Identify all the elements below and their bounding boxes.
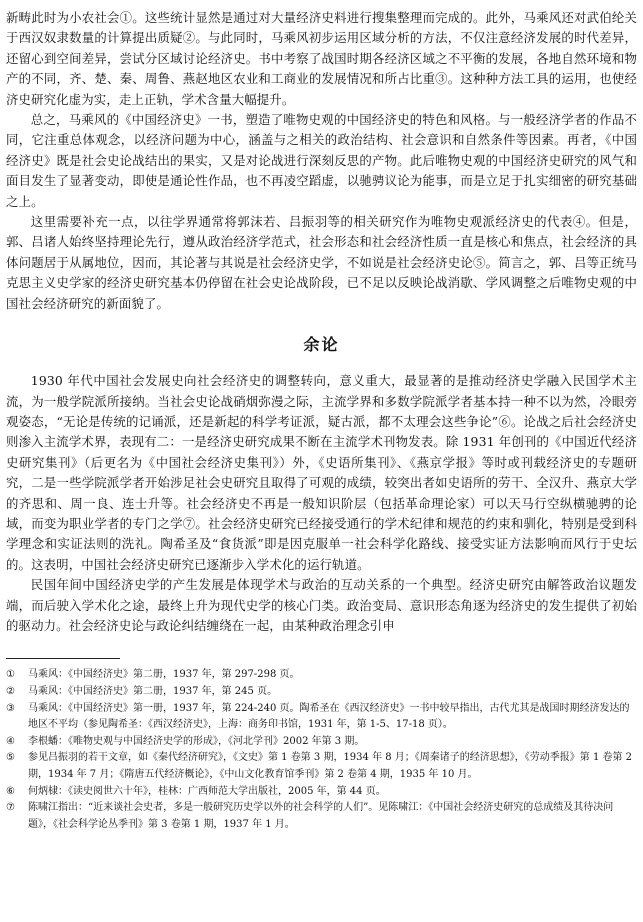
footnote-text: 马乘风：《中国经济史》第二册，1937 年，第 245 页。 [28, 685, 278, 697]
footnote [6, 734, 637, 751]
paragraph: 这里需要补充一点，以往学界通常将郭沫若、吕振羽等的相关研究作为唯物史观派经济史的代表④。但是，郭、吕诸人始终坚持理论先行，遵从政治经济学范式，社会形态和社会经济性质一直是核心和焦点，社会经济的具体问题居于从属地位，因而，其论著与其说是社会经济史学，不如说是社会经济史论⑤。简言之，郭、吕等正统马克思主义史学家的经济史研究基本仍停留在社会史论战阶段，已不足以反映论战消歇、学风调整之后唯物史观的中国社会经济研究的新面貌了。 [6, 214, 637, 311]
paragraph: 1930 年代中国社会发展史向社会经济史的调整转向，意义重大，最显著的是推动经济史学融入民国学术主流，为一般学院派所接纳。当社会史论战硝烟弥漫之际，主流学界和多数学院派学者基本持一种不以为然，冷眼旁观姿态，“无论是传统的记诵派，还是新起的科学考证派，疑古派，都不太理会这些争论”⑥。论战之后社会经济史则渗入主流学术界，表现有二：一是经济史研究成果不断在主流学术刊物发表。除 1931 年创刊的《中国近代经济史研究集刊》（后更名为《中国社会经济史集刊》）外，《史语所集刊》、《燕京学报》等时或刊载经济史的专题研究，二是一些学院派学者开始涉足社会史研究且取得了可观的成绩，较突出者如史语所的劳干、全汉升、燕京大学的齐思和、周一良、连士升等。社会经济史不再是一般知识阶层（包括革命理论家）可以天马行空纵横驰骋的论域，而变为职业学者的专门之学⑦。社会经济史研究已经接受通行的学术纪律和规范的约束和驯化，特别是受到科学理念和实证法则的洗礼。陶希圣及“食货派”即是因克服单一社会科学化路线、接受实证方法影响而风行于史坛的。这表明，中国社会经济史研究已逐渐步入学术化的运行轨道。 [6, 373, 637, 572]
footnote-marker: ② [6, 685, 15, 697]
footnote-marker: ⑤ [6, 752, 15, 764]
footnote-marker: ⑦ [6, 802, 15, 814]
footnote [6, 667, 637, 684]
footnote-marker: ③ [6, 702, 15, 714]
footnote-marker: ① [6, 669, 15, 681]
footnote-text: 参见吕振羽的若干文章，如《秦代经济研究》，《文史》第 1 卷第 3 期，1934 年 8 月；《周秦诸子的经济思想》，《劳动季报》第 1 卷第 2 期，1934 年 7 月；《隋唐五代经济概论》，《中山文化教育馆季刊》第 2 卷第 4 期，1935 年 10 月。 [28, 752, 633, 780]
footnote-marker: ⑥ [6, 785, 15, 797]
footnote-marker: ④ [6, 735, 15, 747]
paragraph: 民国年间中国经济史学的产生发展是体现学术与政治的互动关系的一个典型。经济史研究由解答政治议题发端，而后驶入学术化之途，最终上升为现代史学的核心门类。政治变局、意识形态角逐为经济史的发生提供了初始的驱动力。社会经济史论与政论纠结缠绕在一起，由某种政治理念引申 [6, 577, 637, 633]
footnote-text: 何炳棣：《读史阅世六十年》，桂林：广西师范大学出版社，2005 年，第 44 页。 [28, 785, 386, 797]
section-heading: 余论 [303, 335, 340, 355]
footnote-text: 马乘风：《中国经济史》第二册，1937 年，第 297-298 页。 [28, 669, 300, 681]
footnote-text: 李根蟠：《唯物史观与中国经济史学的形成》，《河北学刊》2002 年第 3 期。 [28, 735, 365, 747]
body-text-bottom [6, 371, 637, 636]
footnote-divider [6, 658, 120, 659]
footnote [6, 784, 637, 801]
footnote [6, 684, 637, 701]
footnote-text: 陈啸江指出：“近来谈社会史者，多是一般研究历史学以外的社会科学的人们”。见陈啸江：《中国社会经济史研究的总成绩及其待决问题》，《社会科学论丛季刊》第 3 卷第 1 期，1937 年 1 月。 [28, 802, 614, 830]
paragraph: 总之，马乘风的《中国经济史》一书，塑造了唯物史观的中国经济史的特色和风格。与一般经济学者的作品不同，它注重总体观念，以经济问题为中心，涵盖与之相关的政治结构、社会意识和自然条件等因素。再者，《中国经济史》既是社会史论战结出的果实，又是对论战进行深刻反思的产物。此后唯物史观的中国经济史研究的风气和面目发生了显著变动，即使是通论性作品，也不再凌空蹈虚，以驰骋议论为能事，而是立足于扎实细密的研究基础之上。 [6, 112, 637, 209]
footnote [6, 701, 637, 734]
body-text-top [6, 8, 637, 314]
footnote-text: 马乘风：《中国经济史》第一册，1937 年，第 224-240 页。陶希圣在《西汉经济史》一书中较早指出，古代尤其是战国时期经济发达的地区不平均（参见陶希圣：《西汉经济史》，上海：商务印书馆，1931 年，第 1-5、17-18 页）。 [28, 702, 630, 731]
paragraph-continuation: 新畴此时为小农社会①。这些统计显然是通过对大量经济史料进行搜集整理而完成的。此外，马乘风还对武伯纶关于西汉奴隶数量的计算提出质疑②。与此同时，马乘风初步运用区域分析的方法，不仅注意经济发展的时代差异，还留心到空间差异，尝试分区域讨论经济史。书中考察了战国时期各经济区域之不平衡的发展，各地自然环境和物产的不同，齐、楚、秦、周鲁、燕赵地区农业和工商业的发展情况和所占比重③。这种种方法工具的运用，也使经济史研究化虚为实，走上正轨，学术含量大幅提升。 [6, 10, 637, 107]
footnotes-list [6, 667, 637, 833]
footnote [6, 750, 637, 783]
footnote [6, 800, 637, 833]
